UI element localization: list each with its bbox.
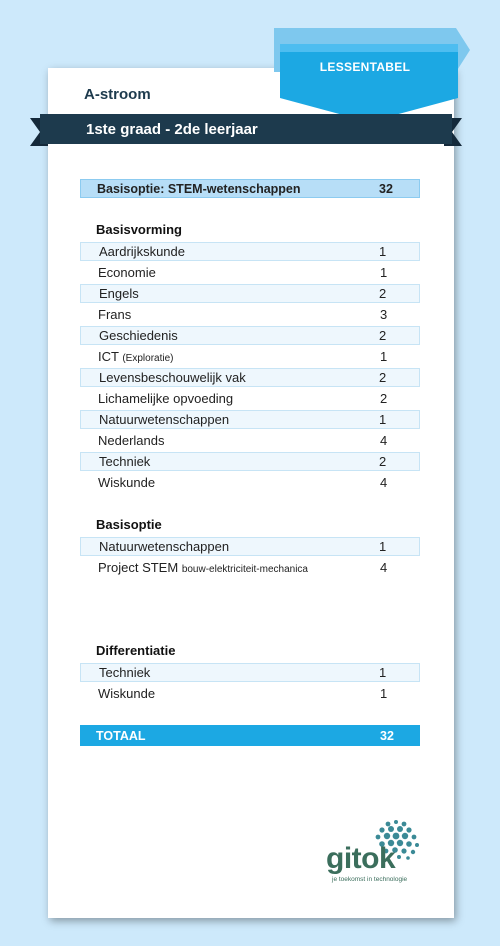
section-title-basisoptie: Basisoptie bbox=[96, 517, 162, 532]
lessentabel-ribbon bbox=[262, 28, 470, 122]
table-row: Techniek 1 bbox=[80, 663, 420, 682]
table-row: Techniek 2 bbox=[80, 452, 420, 471]
option-value: 32 bbox=[379, 181, 393, 196]
option-label: Basisoptie: STEM-wetenschappen bbox=[97, 181, 301, 196]
table-row: ICT (Exploratie) 1 bbox=[98, 349, 388, 364]
table-row: Aardrijkskunde 1 bbox=[80, 242, 420, 261]
stream-title: A-stroom bbox=[84, 86, 151, 103]
table-row: Frans 3 bbox=[98, 307, 388, 322]
table-row: Nederlands 4 bbox=[98, 433, 388, 448]
gitok-tagline: je toekomst in technologie bbox=[332, 876, 408, 883]
option-row bbox=[80, 179, 420, 198]
table-row: Engels 2 bbox=[80, 284, 420, 303]
total-row bbox=[80, 725, 420, 746]
grade-title: 1ste graad - 2de leerjaar bbox=[86, 121, 258, 138]
total-label: TOTAAL bbox=[96, 728, 146, 743]
table-row: Wiskunde 4 bbox=[98, 475, 388, 490]
table-row: Natuurwetenschappen 1 bbox=[80, 537, 420, 556]
table-row: Economie 1 bbox=[98, 265, 388, 280]
total-value: 32 bbox=[380, 728, 394, 743]
table-row: Project STEM bouw-elektriciteit-mechanica 4 bbox=[98, 560, 388, 575]
lessentabel-label: LESSENTABEL bbox=[319, 60, 411, 74]
table-row: Geschiedenis 2 bbox=[80, 326, 420, 345]
section-title-differentiatie: Differentiatie bbox=[96, 643, 176, 658]
table-row: Lichamelijke opvoeding 2 bbox=[98, 391, 388, 406]
table-row: Natuurwetenschappen 1 bbox=[80, 410, 420, 429]
table-row: Levensbeschouwelijk vak 2 bbox=[80, 368, 420, 387]
section-title-basisvorming: Basisvorming bbox=[96, 222, 182, 237]
table-row: Wiskunde 1 bbox=[98, 686, 388, 701]
gitok-logo-word: gitok bbox=[326, 842, 396, 875]
